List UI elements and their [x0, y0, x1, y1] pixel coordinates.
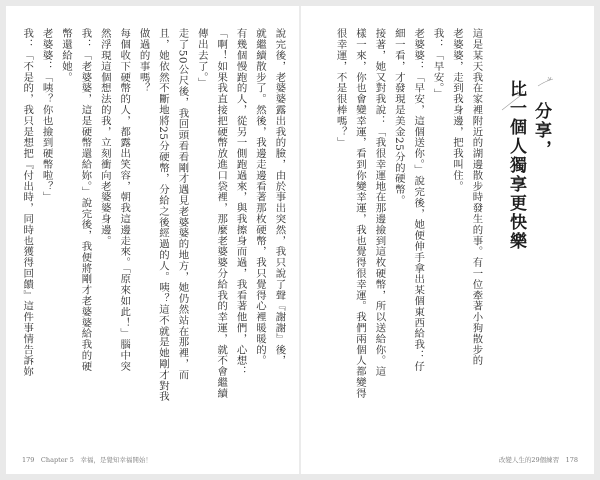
left-page-text-column: 且，她依然不斷地將25分硬幣，分給之後經過的人。咦？這不就是她剛才對我: [157, 28, 169, 402]
right-page-text-column: 老婆婆：「早安，這個送你。」說完後，她便伸手拿出某個東西給我：仔: [412, 28, 425, 372]
left-page-text-column: 我：「不是的，我只是想把『付出時，同時也獲得回饋』這件事情告訴妳: [21, 28, 34, 377]
right-page-text-column: 細一看，才發現是美金25分的硬幣。: [392, 28, 405, 206]
left-page-text-column: 有幾個慢跑的人，從另一側跑過來，與我擦身而過，我看著他們，心想：: [234, 28, 247, 377]
left-page-text-column: 幣還給她。: [60, 28, 72, 83]
right-page-text-column: 很幸運，不是很棒嗎？」: [334, 28, 347, 148]
left-page-text-column: 做過的事嗎？: [137, 28, 150, 94]
right-page: [301, 6, 594, 474]
right-page-text-column: 老婆婆，走到我身邊，把我叫住。: [451, 28, 463, 192]
left-page-text-column: 傳出去了。」: [195, 28, 208, 89]
left-page-text-column: 然浮現這個想法的我，立刻衝向老婆婆身邊。: [98, 28, 111, 246]
left-page: [6, 6, 299, 474]
chapter-title-line1: 分享，: [531, 102, 551, 159]
left-page-text-column: 走了50公尺後，我回頭看看剛才遇見老婆婆的地方，她仍然站在那裡，而: [176, 28, 189, 381]
right-page-text-column: 樣一來，你也會變幸運，看到你變幸運，我也覺得很幸運。我們兩個人都變得: [354, 28, 366, 399]
left-page-text-column: 每個收下硬幣的人，都露出笑容，朝我這邊走來。「原來如此！」腦中突: [118, 28, 131, 372]
left-page-text-column: 說完後，老婆婆露出我的臉，由於事出突然，我只說了聲『謝謝』後，: [273, 28, 286, 366]
right-page-footer: 改變人生的29個練習 178: [498, 456, 578, 464]
left-page-text-column: 就繼續散步了。然後，我邊走邊看著那枚硬幣，我只覺得心裡暖暖的。: [254, 28, 266, 366]
left-page-text-column: 我：「老婆婆，這是硬幣還給妳。」說完後，我便將剛才老婆婆給我的硬: [79, 28, 92, 372]
right-page-text-column: 我：「早安。」: [431, 28, 444, 100]
book-spread: [6, 6, 594, 474]
left-page-text-column: 「啊！如果我直接把硬幣放進口袋裡，那麼老婆婆分給我的幸運，就不會繼續: [215, 28, 228, 399]
right-page-text-column: 接著，她又對我說：「我很幸運地在那邊撿到這枚硬幣，所以送給你。這: [373, 28, 386, 377]
left-page-footer: 179 Chapter 5 幸福，是覺知幸福開始！: [22, 456, 152, 464]
chapter-title-line2: 比一個人獨享更快樂: [506, 80, 526, 251]
left-page-text-column: 老婆婆：「咦？你也撿到硬幣啦？」: [40, 28, 53, 203]
right-page-text-column: 這是某天我在家裡附近的湖邊散步時發生的事。有一位牽著小狗散步的: [470, 28, 483, 366]
